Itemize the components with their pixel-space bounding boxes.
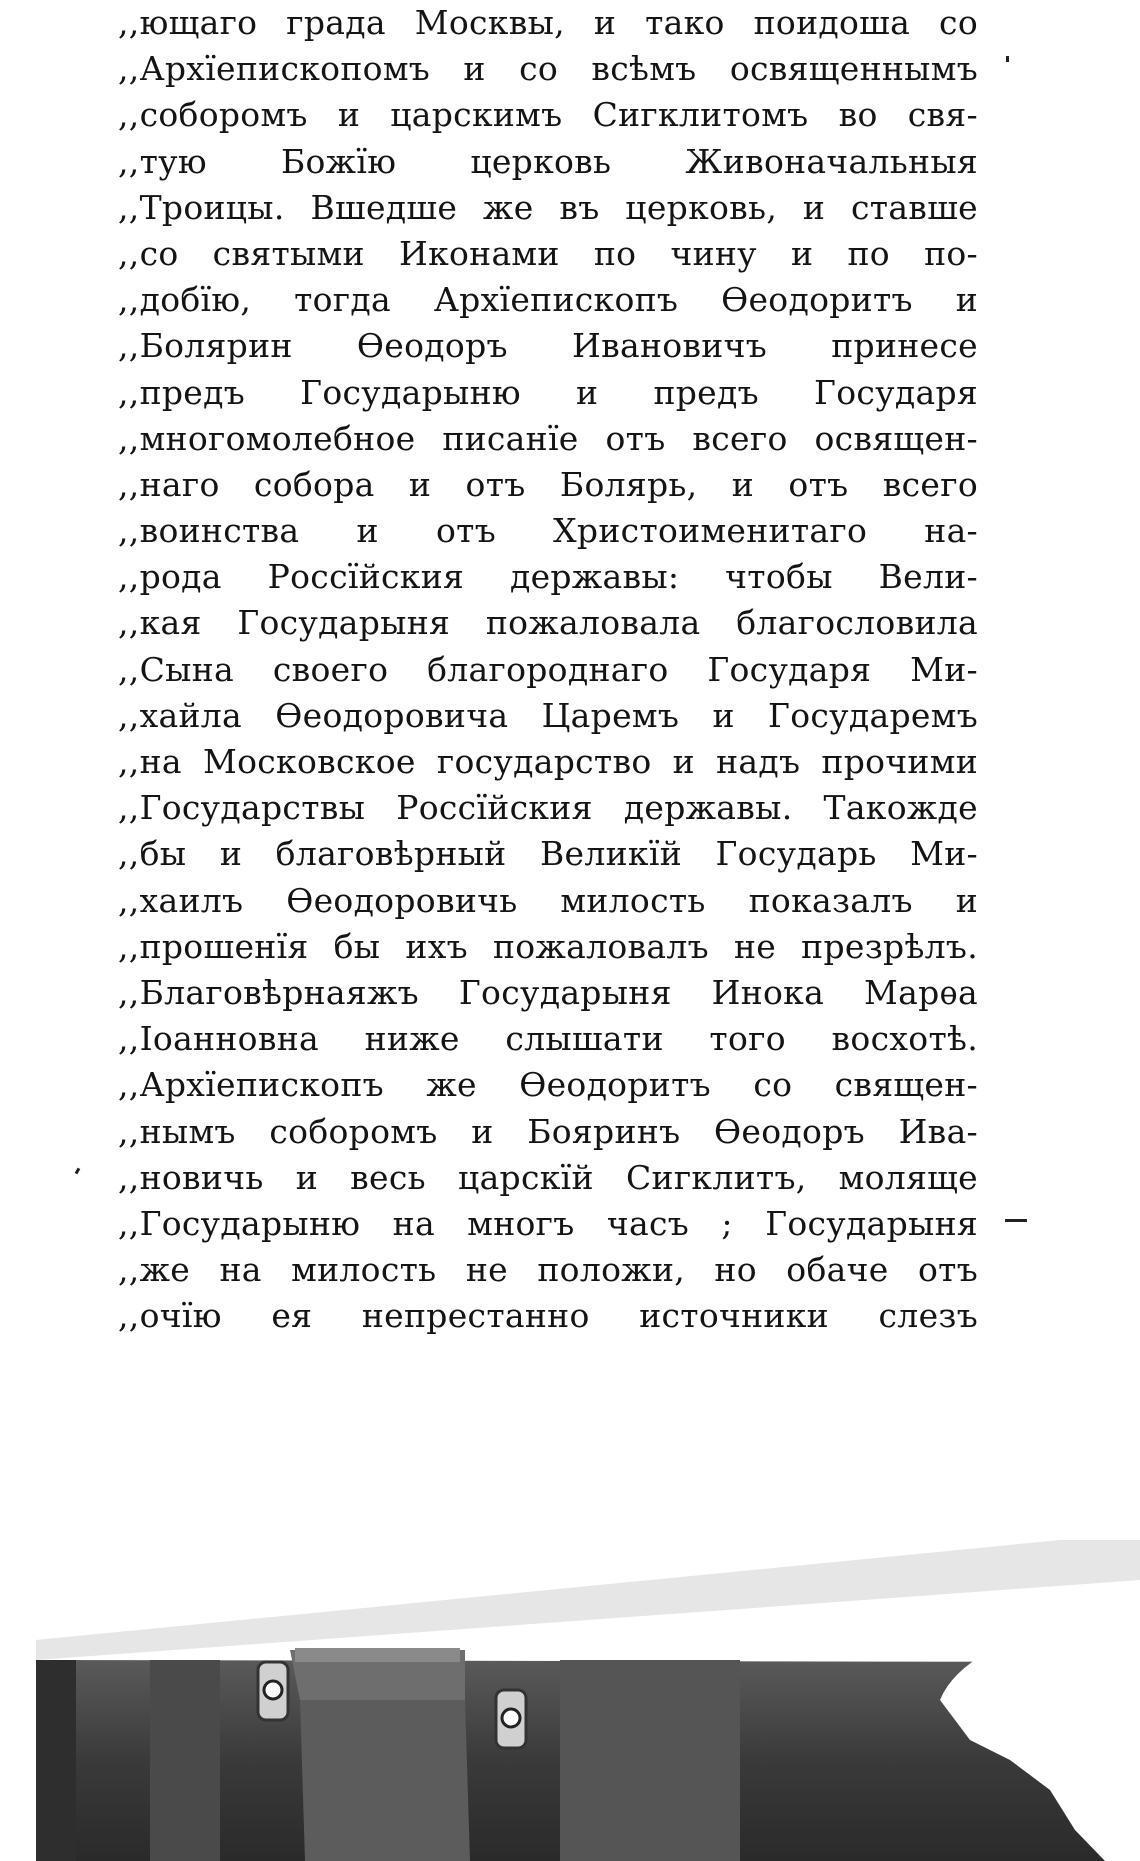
- margin-mark-top: [1006, 56, 1009, 62]
- text-line: ,,со святыми Иконами по чину и по по-: [118, 233, 978, 273]
- text-line: ,,кая Государыня пожаловала благословила: [118, 603, 978, 643]
- text-line: ,,нымъ соборомъ и Бояринъ Ѳеодоръ Ива-: [118, 1111, 978, 1151]
- text-line: ,,Благовѣрнаяжъ Государыня Инока Марѳа: [118, 972, 978, 1012]
- text-line: ,,рода Россїйския державы: чтобы Вели-: [118, 557, 978, 597]
- margin-mark-right: [1005, 1219, 1027, 1222]
- text-line: ,,новичь и весь царскїй Сигклитъ, моляще: [118, 1157, 978, 1197]
- text-line: ,,Іоанновна ниже слышати того восхотѣ.: [118, 1019, 978, 1059]
- text-line: ,,многомолебное писанїе отъ всего освящен-: [118, 418, 978, 458]
- text-line: ,,Государыню на многъ часъ ; Государыня: [118, 1203, 978, 1243]
- text-line: ,,очїю ея непрестанно источники слезъ: [118, 1296, 978, 1336]
- text-line: ,,Архїепископомъ и со всѣмъ освященнымъ: [118, 49, 978, 89]
- text-line: ,,же на милость не положи, но обаче отъ: [118, 1250, 978, 1290]
- margin-mark-left: [75, 1168, 81, 1175]
- text-line: ,,бы и благовѣрный Великїй Государь Ми-: [118, 834, 978, 874]
- text-line: ,,соборомъ и царскимъ Сигклитомъ во свя-: [118, 95, 978, 135]
- text-line: ,,Болярин Ѳеодоръ Ивановичъ принесе: [118, 326, 978, 366]
- text-line: ,,Архїепископъ же Ѳеодоритъ со священ-: [118, 1065, 978, 1105]
- text-line: ,,наго собора и отъ Болярь, и отъ всего: [118, 464, 978, 504]
- text-line: ,,Государствы Россїйския державы. Такожде: [118, 788, 978, 828]
- text-line: ,,тую Божїю церковь Живоначальныя: [118, 141, 978, 181]
- text-line: ,,воинства и отъ Христоименитаго на-: [118, 511, 978, 551]
- page-text: [118, 0, 978, 1339]
- text-line: ,,хайла Ѳеодоровича Царемъ и Государемъ: [118, 695, 978, 735]
- text-line: ,,Сына своего благороднаго Государя Ми-: [118, 649, 978, 689]
- text-line: ,,хаилъ Ѳеодоровичь милость показалъ и: [118, 880, 978, 920]
- text-line: ,,прошенїя бы ихъ пожаловалъ не презрѣлъ.: [118, 926, 978, 966]
- text-line: ,,предъ Государыню и предъ Государя: [118, 372, 978, 412]
- text-line: ,,на Московское государство и надъ прочими: [118, 742, 978, 781]
- text-line: ,,добїю, тогда Архїепископъ Ѳеодоритъ и: [118, 280, 978, 320]
- text-line: ,,ющаго града Москвы, и тако поидоша со: [118, 3, 978, 42]
- scanner-edge-artifact: [0, 1540, 1140, 1861]
- text-line: ,,Троицы. Вшедше же въ церковь, и ставше: [118, 187, 978, 227]
